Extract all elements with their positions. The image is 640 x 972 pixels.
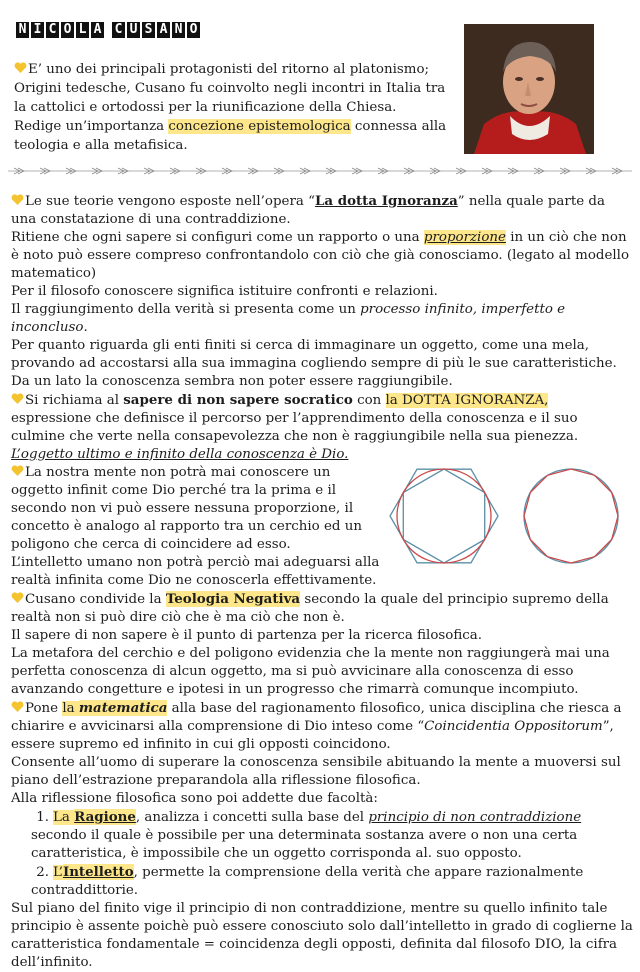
- p4-text-a: Il raggiungimento della verità si presenta come un: [11, 302, 361, 317]
- p7-text-e: espressione che definisce il percorso per l’apprendimento della conoscenza e il suo culmine che verte nella consapevolezza che non è raggiungibile nella sua pienezza.: [11, 411, 579, 444]
- p9-text: La nostra mente non potrà mai conoscere un oggetto infinit come Dio perché tra la prima e il secondo non vi può essere nessuna proporzione, il concetto è analogo al rapporto tra un cerchio ed un poligono che cerca di coincidere ad esso.: [11, 465, 362, 552]
- p17-text: Sul piano del finito vige il principio di non contraddizione, mentre su quello infinito tale principio è assente poichè può essere conosciuto solo dall’intelletto in grado di coglierne la caratteristica fondamentale = coincidenza degli opposti, definita dal filosofo DIO, la cifra dell’infinito.: [11, 901, 633, 970]
- intro-highlight: concezione epistemologica: [168, 119, 351, 134]
- ragione-term: Ragione: [74, 809, 136, 825]
- p2-text-a: Ritiene che ogni sapere si configuri come un rapporto o una: [11, 230, 424, 245]
- p13-text: La metafora del cerchio e del poligono evidenzia che la mente non raggiungerà mai una perfetta conoscenza di alcun oggetto, ma si può avvicinare alla conoscenza di esso avanzando congetture e ipotesi in un progresso che rimarrà comunque incompiuto.: [11, 646, 610, 697]
- p10-text: L’intelletto umano non potrà perciò mai adeguarsi alla realtà infinita come Dio ne conoscerla effettivamente.: [11, 555, 380, 588]
- dotta-ignoranza-term: la DOTTA IGNORANZA,: [385, 393, 549, 408]
- hexagon-inner: [403, 469, 484, 563]
- p3-text: Per il filosofo conoscere significa istituire confronti e relazioni.: [11, 284, 438, 299]
- intro-line-2: Origini tedesche, Cusano fu coinvolto negli incontri in Italia tra la cattolici e ortodossi per la riunificazione della Chiesa.: [14, 81, 446, 115]
- intelletto-term: Intelletto: [62, 864, 134, 880]
- work-title: La dotta Ignoranza: [314, 193, 458, 209]
- p6-text: Da un lato la conoscenza sembra non poter essere raggiungibile.: [11, 374, 453, 389]
- p1-text-a: Le sue teorie vengono esposte nell’opera “: [25, 194, 315, 209]
- title-letter: A: [91, 22, 104, 38]
- p14-text-b: la: [62, 701, 79, 716]
- heart-icon: [11, 592, 24, 604]
- title-letter: L: [76, 22, 89, 38]
- title-letter: U: [127, 22, 140, 38]
- heart-icon: [11, 194, 24, 206]
- intro-line-1: E’ uno dei principali protagonisti del ritorno al platonismo;: [28, 62, 430, 77]
- heart-icon: [14, 61, 27, 73]
- p14-text-d: alla base del ragionamento filosofico, unica disciplina che riesca a chiarire e avvicinarsi alla comprensione di Dio inteso come “: [11, 701, 622, 734]
- list-item: 1. La Ragione, analizza i concetti sulla base del principio di non contraddizione secondo il quale è possibile per una determinata sostanza avere o non una certa caratteristica, è impossibile che un oggetto corrisponda al. suo opposto.: [31, 809, 582, 861]
- heart-icon: [11, 465, 24, 477]
- p1-text-c: ” nella quale parte da una constatazione di una contraddizione.: [11, 194, 605, 227]
- decorative-divider: [8, 166, 632, 176]
- p14-text-f: ”, essere supremo ed infinito in cui gli opposti coincidono.: [11, 719, 614, 752]
- heart-icon: [11, 393, 24, 405]
- polygon-figure: [524, 469, 618, 563]
- faculties-list: [11, 808, 633, 900]
- circle-2: [524, 469, 618, 563]
- title-letter: C: [112, 22, 125, 38]
- p14-text-a: Pone: [25, 701, 63, 716]
- intro-section: [14, 60, 454, 155]
- coincidentia-term: Coincidentia Oppositorum: [424, 719, 603, 734]
- title-letter: C: [46, 22, 59, 38]
- hexagon-outer: [390, 469, 498, 563]
- title-letter: N: [16, 22, 29, 38]
- circle-polygon-diagram: [389, 464, 633, 574]
- p15-text: Consente all’uomo di superare la conoscenza sensibile abituando la mente a muoversi sul piano dell’estrazione preparandola alla riflessione filosofica.: [11, 755, 621, 788]
- list-item: 2. L’Intelletto, permette la comprensione della verità che appare razionalmente contraddittorie.: [31, 864, 584, 898]
- title-letter: O: [61, 22, 74, 38]
- p11-text-a: Cusano condivide la: [25, 592, 166, 607]
- hexagon-figure: [390, 469, 498, 563]
- p7-text-c: con: [352, 393, 386, 408]
- circle-1: [397, 469, 491, 563]
- portrait-image: [464, 24, 594, 154]
- p2-text-c: in un ciò che non è noto può essere compreso confrontandolo con ciò che già conosciamo. (legato al modello matematico): [11, 230, 630, 281]
- page-title: [16, 22, 200, 38]
- p11-text-c: secondo la quale del principio supremo della realtà non si può dire ciò che è ma ciò che non è.: [11, 592, 609, 625]
- p8-text: L’oggetto ultimo e infinito della conoscenza è Dio.: [11, 447, 349, 462]
- matematica-term: matematica: [78, 700, 168, 716]
- title-letter: [106, 22, 110, 38]
- title-letter: S: [142, 22, 155, 38]
- title-letter: O: [187, 22, 200, 38]
- intro-line-3b: connessa alla teologia e alla metafisica.: [14, 119, 447, 153]
- teologia-negativa-term: Teologia Negativa: [165, 591, 301, 607]
- intro-line-3a: Redige un’importanza: [14, 119, 169, 134]
- p4-text-c: .: [83, 320, 88, 335]
- p16-text: Alla riflessione filosofica sono poi addette due facoltà:: [11, 791, 378, 806]
- non-contraddizione-term: principio di non contraddizione: [368, 810, 582, 825]
- title-letter: I: [31, 22, 44, 38]
- p5-text: Per quanto riguarda gli enti finiti si cerca di immaginare un oggetto, come una mela, provando ad accostarsi alla sua immagina cogliendo sempre di più le sue caratteristiche.: [11, 338, 617, 371]
- socratic-term: sapere di non sapere socratico: [123, 392, 353, 408]
- p12-text: Il sapere di non sapere è il punto di partenza per la ricerca filosofica.: [11, 628, 482, 643]
- heart-icon: [11, 701, 24, 713]
- proporzione-term: proporzione: [423, 230, 506, 245]
- main-content: [11, 192, 633, 972]
- p7-text-a: Si richiama al: [25, 393, 124, 408]
- title-letter: A: [157, 22, 170, 38]
- title-letter: N: [172, 22, 185, 38]
- p4-italic: processo infinito, imperfetto e inconcluso: [11, 302, 566, 335]
